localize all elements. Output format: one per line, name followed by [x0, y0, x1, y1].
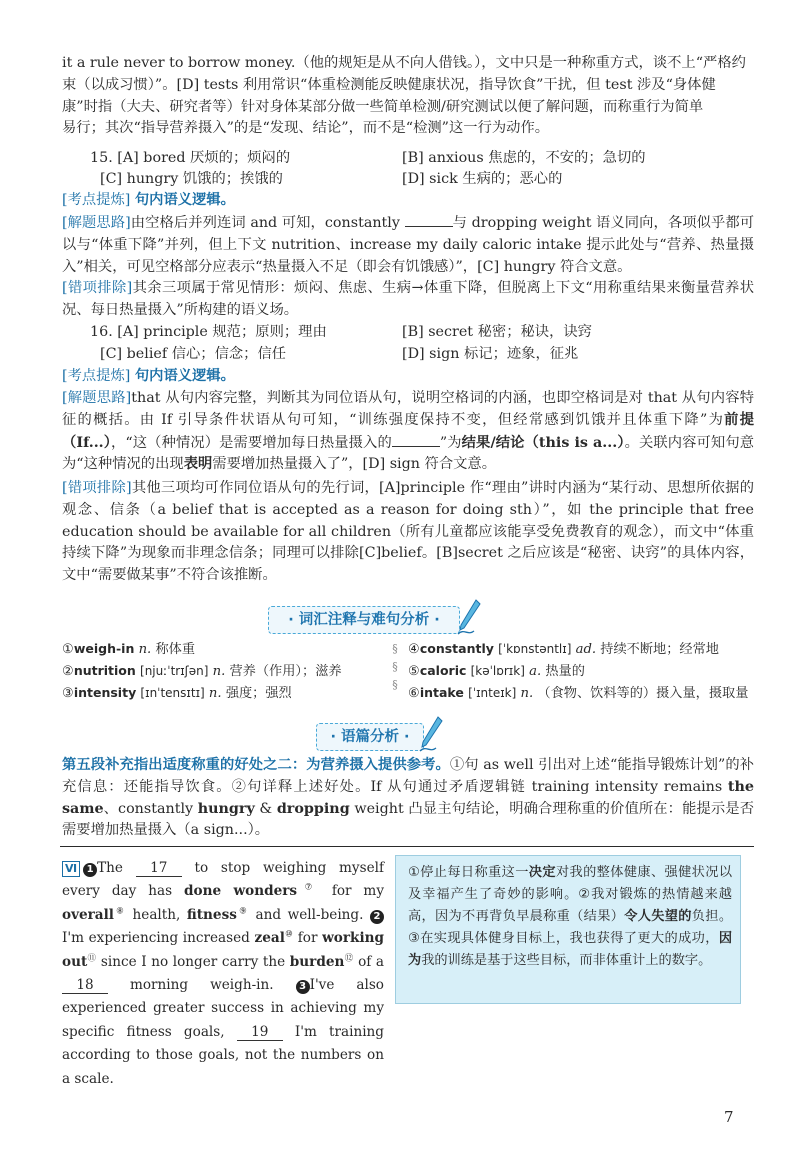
idea-bold: 前提（If...）: [62, 411, 754, 451]
column-divider: § § §: [392, 642, 398, 691]
top-paragraph: [62, 53, 754, 140]
idea-text: ”为: [439, 434, 462, 451]
paragraph-number: Ⅵ: [62, 861, 80, 877]
analysis-banner: · 语篇分析 ·: [316, 723, 424, 751]
vocab-item: ②nutrition [njuːˈtrɪʃən] n. 营养（作用）；滋养: [62, 663, 342, 679]
point-text: 句内语义逻辑。: [134, 368, 235, 384]
q15-idea: [62, 212, 754, 278]
q16-option-a: 16. [A] principle 规范；原则；理由: [90, 324, 327, 340]
analysis-paragraph: 第五段补充指出适度称重的好处之二：为营养摄入提供参考。①句 as well 引出对上述“能指导锻炼计划”的补充信息：还能指导饮食。②句详释上述好处。If 从句通过矛盾逻辑链 training intensity remains the same、constantly hungry & dropping weight 凸显主句结论，明确合理称重的价值所在：能提示是否需要增加热量摄入（a sign...）。: [62, 757, 754, 839]
blank-18[interactable]: 18: [62, 977, 108, 994]
q15-wrong: [62, 278, 754, 322]
idea-tag: [解题思路]: [62, 390, 132, 406]
text-line: 束（以成习惯）”。[D] tests 利用常识“体重检测能反映健康状况，指导饮食”干扰，但 test 涉及“身体健: [62, 76, 716, 93]
wrong-text: 其他三项均可作同位语从句的先行词，[A]principle 作“理由”讲时内涵为“某行动、思想所依据的观念、信条（a belief that is accepted as a reason for doing sth）”，如 the principle that free education should be available for all children（所有儿童都应该能享受免费教育的观念），而文中“体重持续下降”为现象而非理念信条；同理可以排除[C]belief。[B]secret 之后应该是“秘密、诀窍”的具体内容，文中“需要做某事”不符合该推断。: [62, 480, 755, 584]
translation-box: ①停止每日称重这一决定对我的整体健康、强健状况以及幸福产生了奇妙的影响。②我对锻炼的热情越来越高，因为不再背负早晨称重（结果）令人失望的负担。③在实现具体健身目标上，我也获得了更大的成功，因为我的训练是基于这些目标，而非体重计上的数字。: [395, 855, 741, 1004]
idea-text: 与 dropping weight 语义同向，各项似乎都可以与“体重下降”并列，但上下文 nutrition、increase my daily caloric intake 提示此处与“营养、热量摄入”相关，可见空格部分应表示“热量摄入不足（即会有饥饿感）”，[C] hungry 符合文意。: [62, 215, 755, 275]
vocab-item: ⑥intake [ˈɪnteɪk] n. （食物、饮料等的）摄入量，摄取量: [408, 685, 749, 701]
wrong-tag: [错项排除]: [62, 480, 132, 496]
page-number: 7: [724, 1108, 734, 1126]
idea-text: that 从句内容完整，判断其为同位语从句，说明空格词的内涵，也即空格词是对 that 从句内容特征的概括。由 If 引导条件状语从句可知，“训练强度保持不变，但经常感到饥饿并且体重下降”为: [62, 390, 754, 428]
sentence-number: 1: [83, 863, 97, 877]
q15-point: [62, 190, 754, 212]
idea-text: ，“这（种情况）是需要增加每日热量摄入的: [111, 434, 392, 451]
idea-bold: 结果/结论（this is a...）: [461, 434, 625, 451]
idea-bold: 表明: [183, 456, 213, 473]
section-divider: [60, 846, 754, 847]
q15-option-a: 15. [A] bored 厌烦的；烦闷的: [90, 150, 291, 166]
point-tag: [考点提炼]: [62, 368, 131, 384]
pen-icon: [418, 715, 444, 755]
blank-17[interactable]: 17: [136, 860, 182, 877]
q15-option-c: [C] hungry 饥饿的；挨饿的: [100, 171, 283, 187]
point-text: 句内语义逻辑。: [134, 192, 235, 208]
answer-blank: [405, 212, 453, 227]
vocab-banner: · 词汇注释与难句分析 ·: [268, 606, 460, 634]
q15-option-d: [D] sick 生病的；恶心的: [402, 171, 563, 187]
point-tag: [考点提炼]: [62, 192, 131, 208]
pen-icon: [456, 598, 482, 638]
vocab-banner-title: 词汇注释与难句分析: [298, 612, 430, 628]
analysis-head: 第五段补充指出适度称重的好处之二：为营养摄入提供参考。: [62, 757, 450, 773]
vocab-item: ③intensity [ɪnˈtensɪtɪ] n. 强度；强烈: [62, 685, 292, 701]
text-line: it a rule never to borrow money.（他的规矩是从不向人借钱。），文中只是一种称重方式，谈不上“严格约: [62, 55, 746, 71]
wrong-text: 其余三项属于常见情形：烦闷、焦虑、生病→体重下降，但脱离上下文“用称重结果来衡量营养状况、每日热量摄入”所构建的语义场。: [62, 280, 754, 318]
vocab-item: ④constantly [ˈkɒnstəntlɪ] ad. 持续不断地；经常地: [408, 641, 719, 657]
idea-text: 需要增加热量摄入了”，[D] sign 符合文意。: [212, 456, 497, 473]
idea-text: 由空格后并列连词 and 可知，constantly: [130, 215, 400, 231]
q16-point: [62, 366, 754, 388]
sentence-number: 3: [296, 980, 310, 994]
vocab-item: ①weigh-in n. 称体重: [62, 641, 196, 657]
text-line: 康”时指（大夫、研究者等）针对身体某部分做一些简单检测/研究测试以便了解问题，而称重行为简单: [62, 98, 704, 115]
idea-text: 。关联内容可知句意为“这种情况的出现: [62, 434, 755, 473]
q16-option-b: [B] secret 秘密；秘诀，诀窍: [402, 324, 592, 340]
analysis-banner-title: 语篇分析: [341, 729, 399, 745]
sentence-number: 2: [370, 910, 384, 924]
text-line: 易行；其次“指导营养摄入”的是“发现、结论”，而不是“检测”这一行为动作。: [62, 120, 550, 137]
answer-blank: [392, 432, 440, 447]
passage-paragraph: Ⅵ 1 The 17 to stop weighing myself every day has done wonders⑦ for my overall⑧ health, fitness⑨ and well-being. 2I'm experiencing increased zeal⑩ for working out⑪ since I no longer carry the burden⑫ of a 18 morning weigh-in. 3 I've also experienced greater success in achieving my specific fitness goals, 19 I'm training according to those goals, not the numbers on a scale.: [62, 860, 385, 1087]
q16-wrong: [62, 478, 754, 587]
blank-19[interactable]: 19: [237, 1024, 283, 1041]
q15-option-b: [B] anxious 焦虑的，不安的；急切的: [402, 150, 646, 166]
q16-option-d: [D] sign 标记；迹象，征兆: [402, 346, 579, 362]
vocab-item: ⑤caloric [kəˈlɒrɪk] a. 热量的: [408, 663, 585, 679]
q16-idea: [62, 388, 754, 476]
wrong-tag: [错项排除]: [62, 280, 133, 296]
q16-option-c: [C] belief 信心；信念；信任: [100, 346, 287, 362]
idea-tag: [解题思路]: [62, 215, 131, 231]
